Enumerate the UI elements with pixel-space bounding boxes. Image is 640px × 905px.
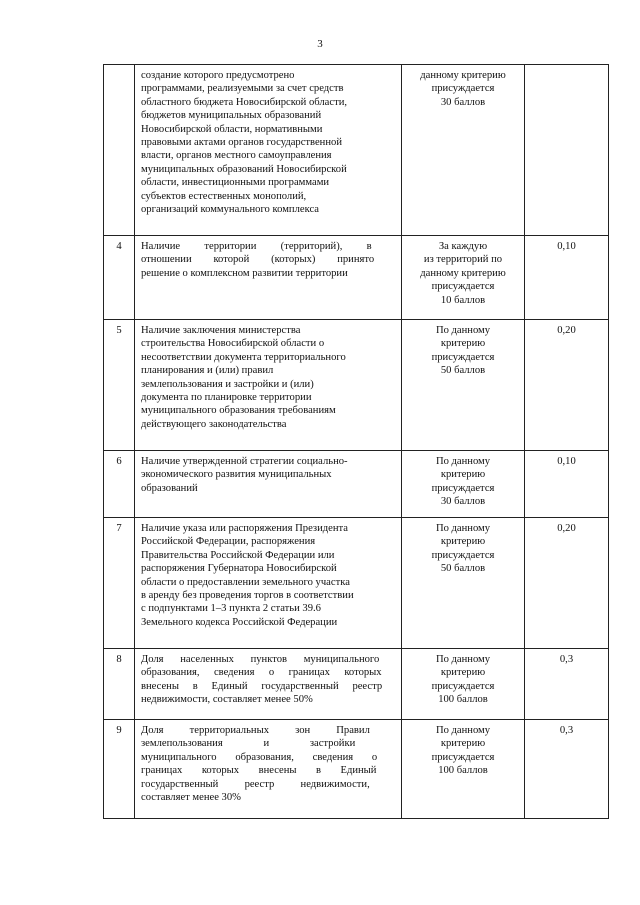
score-line: 50 баллов [440,365,486,377]
description-line: организаций коммунального комплекса [141,204,319,216]
score-rule [402,649,525,720]
description-line: муниципального образования требованиям [141,405,336,417]
criteria-table [103,64,609,819]
description-line: внесены в Единый государственный реестр [141,680,383,692]
description-line: правовыми актами органов государственной [141,137,342,149]
description-line: создание которого предусмотрено [141,70,295,81]
row-number: 7 [104,518,135,649]
score-line: 30 баллов [440,96,486,108]
score-line: критерию [440,738,486,750]
description-line: Наличие утвержденной стратегии социально- [141,456,348,467]
table-row [104,720,609,819]
score-rule [402,451,525,518]
description-line: Доля населенных пунктов муниципального [141,654,380,665]
description-line: действующего законодательства [141,418,287,430]
table-row [104,236,609,320]
description-line: землепользования и застройки и (или) [141,378,314,390]
weight-coefficient [525,65,609,236]
criterion-description [135,720,402,819]
description-line: Доля территориальных зон Правил [141,725,370,736]
score-line: За каждую [438,241,488,252]
weight-coefficient: 0,3 [525,720,609,819]
score-line: критерию [440,338,486,350]
description-line: границах которых внесены в Единый [141,765,377,777]
description-line: несоответствии документа территориального [141,351,346,363]
description-line: планирования и (или) правил [141,365,274,377]
description-line: образований [141,482,198,494]
description-line: образования, сведения о границах которых [141,667,382,679]
description-line: муниципальных образований Новосибирской [141,163,347,175]
score-line: 100 баллов [438,694,488,706]
score-line: присуждается [431,482,495,494]
score-line: критерию [440,536,486,548]
weight-coefficient: 0,20 [525,320,609,451]
table-row [104,518,609,649]
score-line: По данному [435,325,491,336]
score-line: данному критерию [420,70,506,81]
score-line: присуждается [431,680,495,692]
score-line: По данному [435,654,491,665]
criterion-description [135,518,402,649]
row-number [104,65,135,236]
criterion-description [135,320,402,451]
score-line: присуждается [431,83,495,95]
description-line: области, инвестиционными программами [141,177,330,189]
description-line: областного бюджета Новосибирской области, [141,96,348,108]
description-line: документа по планировке территории [141,392,312,404]
score-line: 10 баллов [440,294,486,306]
criterion-description [135,649,402,720]
score-line: По данному [435,725,491,736]
description-line: Наличие указа или распоряжения Президента [141,523,348,534]
description-line: землепользования и застройки [141,738,356,750]
row-number: 5 [104,320,135,451]
score-line: 30 баллов [440,496,486,508]
weight-coefficient: 0,10 [525,236,609,320]
description-line: власти, органов местного самоуправления [141,150,332,162]
description-line: субъектов естественных монополий, [141,190,307,202]
description-line: составляет менее 30% [141,792,241,804]
description-line: Наличие заключения министерства [141,325,301,336]
criterion-description [135,236,402,320]
description-line: с подпунктами 1–3 пункта 2 статьи 39.6 [141,603,321,615]
score-rule [402,320,525,451]
description-line: Новосибирской области, нормативными [141,123,323,135]
weight-coefficient: 0,3 [525,649,609,720]
score-line: критерию [440,469,486,481]
description-line: Земельного кодекса Российской Федерации [141,616,338,628]
page-number: 3 [317,38,323,50]
description-line: экономического развития муниципальных [141,469,332,481]
score-line: присуждается [431,751,495,763]
table-row [104,451,609,518]
score-line: 100 баллов [438,765,488,777]
description-line: отношении которой (которых) принято [141,254,375,266]
criterion-description [135,451,402,518]
score-line: критерию [440,667,486,679]
score-rule [402,720,525,819]
description-line: распоряжения Губернатора Новосибирской [141,563,337,575]
score-line: 50 баллов [440,563,486,575]
description-line: Российской Федерации, распоряжения [141,536,316,548]
score-rule [402,65,525,236]
score-line: присуждается [431,351,495,363]
description-line: муниципального образования, сведения о [141,751,378,763]
score-line: из территорий по [423,254,503,266]
row-number: 4 [104,236,135,320]
score-line: присуждается [431,281,495,293]
criterion-description [135,65,402,236]
description-line: недвижимости, составляет менее 50% [141,694,313,706]
score-line: По данному [435,456,491,467]
row-number: 8 [104,649,135,720]
table-row [104,649,609,720]
row-number: 6 [104,451,135,518]
weight-coefficient: 0,20 [525,518,609,649]
description-line: Правительства Российской Федерации или [141,549,335,561]
weight-coefficient: 0,10 [525,451,609,518]
description-line: бюджетов муниципальных образований [141,110,322,122]
score-line: По данному [435,523,491,534]
score-line: присуждается [431,549,495,561]
score-line: данному критерию [420,267,506,279]
score-rule [402,236,525,320]
score-rule [402,518,525,649]
description-line: программами, реализуемыми за счет средств [141,83,344,95]
description-line: Наличие территории (территорий), в [141,241,372,252]
description-line: государственный реестр недвижимости, [141,778,370,790]
description-line: решение о комплексном развитии территории [141,267,348,279]
description-line: в аренду без проведения торгов в соответствии [141,590,354,602]
description-line: строительства Новосибирской области о [141,338,325,350]
description-line: области о предоставлении земельного участка [141,576,350,588]
table-row [104,320,609,451]
row-number: 9 [104,720,135,819]
table-row [104,65,609,236]
